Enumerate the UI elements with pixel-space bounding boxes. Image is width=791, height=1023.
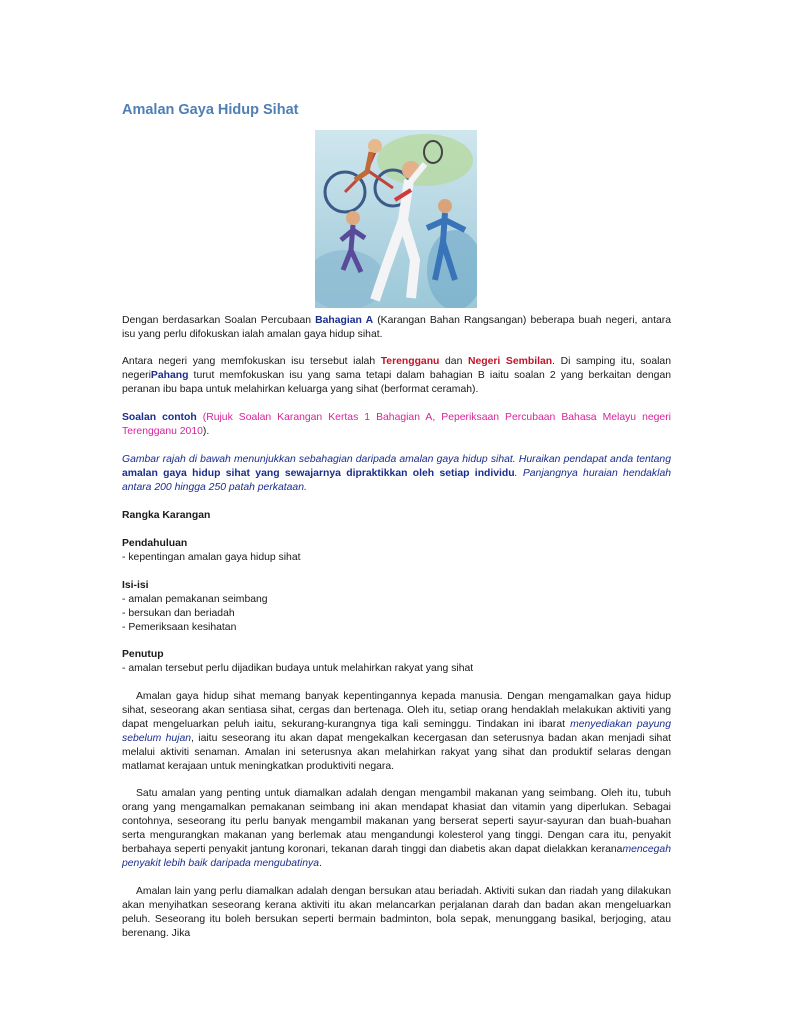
peribahasa: menyediakan payung sebelum hujan: [122, 719, 671, 744]
question-paragraph: [122, 453, 671, 495]
list-item: - amalan tersebut perlu dijadikan budaya untuk melahirkan rakyat yang sihat: [122, 663, 474, 674]
soalan-reference: (Rujuk Soalan Karangan Kertas 1 Bahagian A, Peperiksaan Percubaan Bahasa Melayu negeri Terengganu 2010: [122, 412, 671, 437]
soalan-label: Soalan contoh: [122, 412, 197, 423]
intro-paragraph: [122, 314, 671, 342]
text: turut memfokuskan isu yang sama tetapi dalam bahagian B iaitu soalan 2 yang berkaitan dengan peranan ibu bapa untuk melahirkan keluarga yang sihat (berformat ceramah).: [122, 370, 671, 395]
highlight-terengganu: Terengganu: [380, 356, 440, 367]
pendahuluan-section: [122, 537, 671, 565]
section-heading: Pendahuluan: [122, 538, 188, 549]
text: , iaitu seseorang itu akan dapat mengekalkan kecergasan dan seterusnya badan akan menjadi sihat melalui aktiviti senaman. Amalan ini seterusnya akan melahirkan rakyat yang sihat dan produktif selaras dengan matlamat kerajaan untuk meningkatkan produktiviti negara.: [122, 733, 671, 772]
text: Dengan berdasarkan Soalan Percubaan: [122, 315, 316, 326]
text: Gambar rajah di bawah menunjukkan sebahagian daripada amalan gaya hidup sihat. Huraikan pendapat anda tentang: [122, 454, 671, 465]
essay-paragraph-1: [122, 690, 671, 774]
list-item: - kepentingan amalan gaya hidup sihat: [122, 552, 301, 563]
highlight-negeri-sembilan: Negeri Sembilan: [467, 356, 553, 367]
text: . Panjangnya huraian hendaklah antara 200 hingga 250 patah perkataan.: [122, 468, 671, 493]
text: Satu amalan yang penting untuk diamalkan adalah dengan mengambil makanan yang seimbang. Oleh itu, tubuh orang yang mengamalkan pemakanan seimbang ini akan mendapat khasiat dan vitamin yang diperlukan. Sebagai contohnya, seseorang itu perlu banyak mengambil makanan yang berserat seperti sayur-sayuran dan buah-buahan serta mengurangkan makanan yang berlemak atau mengandungi kolesterol yang tinggi. Dengan cara itu, penyakit berbahaya seperti penyakit jantung koronari, tekanan darah tinggi dan diabetis akan dapat dielakkan kerana: [122, 788, 671, 855]
section-heading: Penutup: [122, 649, 164, 660]
sports-illustration: [315, 130, 477, 308]
text: (Karangan Bahan Rangsangan) beberapa buah negeri, antara isu yang perlu difokuskan ialah amalan gaya hidup sihat.: [122, 315, 671, 340]
penutup-section: [122, 648, 671, 676]
highlight-bahagian-a: Bahagian A: [315, 315, 374, 326]
essay-paragraph-2: [122, 787, 671, 871]
highlight-pahang: Pahang: [150, 370, 189, 381]
list-item: - bersukan dan beriadah: [122, 608, 235, 619]
text: . Di samping itu, soalan negeri: [122, 356, 671, 381]
text: ).: [202, 426, 210, 437]
question-focus: amalan gaya hidup sihat yang sewajarnya dipraktikkan oleh setiap individu: [122, 468, 515, 479]
essay-paragraph-3: [122, 885, 671, 941]
section-heading: Isi-isi: [122, 580, 149, 591]
peribahasa: mencegah penyakit lebih baik daripada mengubatinya: [122, 844, 671, 869]
text: Amalan gaya hidup sihat memang banyak kepentingannya kepada manusia. Dengan mengamalkan gaya hidup sihat, seseorang akan sentiasa sihat, cergas dan bertenaga. Oleh itu, setiap orang hendaklah melakukan aktiviti yang dapat mengeluarkan peluh iaitu, sekurang-kurangnya tiga kali seminggu. Tindakan ini ibarat: [122, 691, 671, 730]
isi-section: [122, 579, 671, 635]
text: dan: [439, 356, 468, 367]
text: Amalan lain yang perlu diamalkan adalah dengan bersukan atau beriadah. Aktiviti sukan dan riadah yang dilakukan akan menyihatkan seseorang kerana aktiviti itu akan melancarkan perjalanan darah dan badan akan mengeluarkan peluh. Seseorang itu boleh bersukan seperti bermain badminton, bola sepak, menunggang basikal, berjoging, atau berenang. Jika: [122, 886, 671, 939]
text: Antara negeri yang memfokuskan isu tersebut ialah: [122, 356, 381, 367]
list-item: - Pemeriksaan kesihatan: [122, 622, 237, 633]
states-paragraph: [122, 355, 671, 397]
page-title: Amalan Gaya Hidup Sihat: [122, 102, 299, 118]
text: .: [318, 858, 322, 869]
soalan-contoh: [122, 411, 671, 439]
rangka-heading: Rangka Karangan: [122, 510, 211, 521]
list-item: - amalan pemakanan seimbang: [122, 594, 268, 605]
